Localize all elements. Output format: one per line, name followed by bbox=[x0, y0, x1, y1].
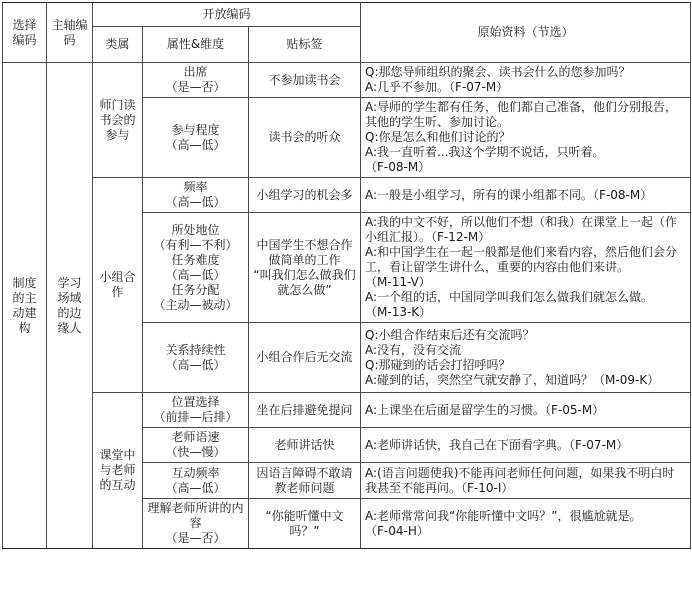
attribute-cell-line: 老师语速 bbox=[171, 430, 220, 444]
attribute-cell-line: （高—低） bbox=[165, 357, 226, 372]
attribute-cell bbox=[143, 98, 249, 178]
raw-data-cell-line: A:导师的学生都有任务，他们都自己准备，他们分别报告，其他的学生听、参加讨论。 bbox=[365, 100, 678, 129]
raw-data-cell-line: （M-11-V） bbox=[365, 275, 431, 289]
attribute-cell-line: 出席 bbox=[183, 65, 208, 79]
header-label: 贴标签 bbox=[249, 27, 361, 63]
label-cell-line: 读书会的听众 bbox=[268, 130, 341, 144]
raw-data-cell-line: A:没有，没有交流 bbox=[365, 342, 462, 357]
label-cell bbox=[249, 323, 361, 393]
coding-table bbox=[2, 2, 691, 549]
raw-data-cell-line: A:碰到的话，突然空气就安静了，知道吗？（M-09-K） bbox=[365, 372, 660, 387]
attribute-cell-line: （是—否） bbox=[165, 80, 226, 94]
raw-data-cell bbox=[361, 63, 691, 98]
attribute-cell-line: （高—低） bbox=[165, 267, 226, 282]
raw-data-cell bbox=[361, 213, 691, 323]
label-cell-line: 中国学生不想合作做简单的工作 bbox=[256, 237, 353, 267]
table-row bbox=[3, 63, 691, 98]
raw-data-cell-line: Q:那您导师组织的聚会、读书会什么的您参加吗？ bbox=[365, 65, 631, 79]
raw-data-cell-line: Q:那碰到的话会打招呼吗？ bbox=[365, 357, 511, 372]
attribute-cell bbox=[143, 63, 249, 98]
raw-data-cell-line: A:我一直听着...我这个学期不说话，只听着。 bbox=[365, 145, 605, 159]
header-open-code: 开放编码 bbox=[93, 3, 361, 27]
label-cell bbox=[249, 63, 361, 98]
raw-data-cell-line: A:一般是小组学习，所有的课小组都不同。（F-08-M） bbox=[365, 187, 653, 202]
attribute-cell bbox=[143, 178, 249, 213]
raw-data-cell-line: A:和中国学生在一起一般都是他们来看内容，然后他们会分工，看让留学生讲什么，重要的内容由他们来讲。 bbox=[365, 245, 678, 274]
label-cell-line: 因语言障碍不敢请教老师问题 bbox=[256, 465, 353, 495]
attribute-cell-line: 理解老师所讲的内容 bbox=[147, 501, 244, 530]
attribute-cell-line: （高—低） bbox=[165, 195, 226, 209]
attribute-cell-line: （前排—后排） bbox=[153, 410, 238, 424]
raw-data-cell bbox=[361, 499, 691, 549]
label-cell-line: 小组学习的机会多 bbox=[256, 187, 353, 202]
raw-data-cell-line: A:我的中文不好，所以他们不想（和我）在课堂上一起（作小组汇报）。（F-12-M） bbox=[365, 215, 678, 244]
table-header bbox=[3, 3, 691, 63]
attribute-cell-line: （高—低） bbox=[165, 480, 226, 495]
attribute-cell-line: 参与程度 bbox=[171, 122, 220, 137]
raw-data-cell-line: Q:你是怎么和他们讨论的？ bbox=[365, 130, 511, 144]
attribute-cell bbox=[143, 463, 249, 499]
header-selection-code: 选择编码 bbox=[3, 3, 47, 63]
raw-data-cell-line: A:几乎不参加。（F-07-M） bbox=[365, 80, 509, 94]
header-raw-data: 原始资料（节选） bbox=[361, 3, 691, 63]
label-cell bbox=[249, 393, 361, 428]
label-cell-line: 不参加读书会 bbox=[268, 72, 341, 87]
attribute-cell-line: 关系持续性 bbox=[165, 342, 226, 357]
attribute-cell-line: （主动—被动） bbox=[153, 297, 238, 312]
attribute-cell-line: 任务难度 bbox=[171, 252, 220, 267]
category-cell: 课堂中与老师的互动 bbox=[93, 393, 143, 549]
raw-data-cell-line: A:上课坐在后面是留学生的习惯。（F-05-M） bbox=[365, 402, 605, 417]
raw-data-cell bbox=[361, 98, 691, 178]
attribute-cell-line: （是—否） bbox=[165, 531, 226, 545]
attribute-cell-line: 任务分配 bbox=[171, 282, 220, 297]
category-cell: 师门读书会的参与 bbox=[93, 63, 143, 178]
attribute-cell-line: 互动频率 bbox=[171, 465, 220, 480]
header-attribute-dimension: 属性&维度 bbox=[143, 27, 249, 63]
raw-data-cell-line: A:老师讲话快，我自己在下面看字典。（F-07-M） bbox=[365, 437, 629, 452]
attribute-cell-line: 位置选择 bbox=[171, 395, 220, 409]
table-row bbox=[3, 178, 691, 213]
attribute-cell-line: （快—慢） bbox=[165, 445, 226, 459]
attribute-cell bbox=[143, 393, 249, 428]
category-cell: 小组合作 bbox=[93, 178, 143, 393]
label-cell-line: “叫我们怎么做我们就怎么做” bbox=[253, 267, 356, 297]
label-cell-line: 老师讲话快 bbox=[274, 437, 335, 452]
label-cell bbox=[249, 463, 361, 499]
attribute-cell bbox=[143, 428, 249, 463]
raw-data-cell bbox=[361, 323, 691, 393]
attribute-cell bbox=[143, 499, 249, 549]
table-row bbox=[3, 393, 691, 428]
attribute-cell bbox=[143, 323, 249, 393]
axis-code-cell: 学习场域的边缘人 bbox=[47, 63, 93, 549]
raw-data-cell bbox=[361, 463, 691, 499]
attribute-cell bbox=[143, 213, 249, 323]
label-cell-line: “你能听懂中文吗？” bbox=[265, 508, 344, 538]
label-cell bbox=[249, 213, 361, 323]
raw-data-cell-line: A:老师常常问我“你能听懂中文吗？”，很尴尬就是。 bbox=[365, 508, 642, 523]
header-category: 类属 bbox=[93, 27, 143, 63]
label-cell-line: 坐在后排避免提问 bbox=[256, 402, 353, 417]
raw-data-cell bbox=[361, 393, 691, 428]
label-cell bbox=[249, 178, 361, 213]
table-body bbox=[3, 63, 691, 549]
raw-data-cell-line: （F-04-H） bbox=[365, 523, 429, 538]
raw-data-cell-line: Q:小组合作结束后还有交流吗？ bbox=[365, 327, 535, 342]
raw-data-cell-line: （F-08-M） bbox=[365, 160, 431, 174]
label-cell bbox=[249, 428, 361, 463]
label-cell bbox=[249, 499, 361, 549]
attribute-cell-line: 频率 bbox=[183, 180, 208, 194]
header-axis-code: 主轴编码 bbox=[47, 3, 93, 63]
raw-data-cell-line: A:一个组的话，中国同学叫我们怎么做我们就怎么做。 bbox=[365, 290, 654, 304]
attribute-cell-line: （有利—不利） bbox=[153, 237, 238, 252]
attribute-cell-line: 所处地位 bbox=[171, 222, 220, 237]
raw-data-cell bbox=[361, 178, 691, 213]
label-cell-line: 小组合作后无交流 bbox=[256, 350, 353, 364]
selection-code-cell: 制度的主动建构 bbox=[3, 63, 47, 549]
label-cell bbox=[249, 98, 361, 178]
raw-data-cell bbox=[361, 428, 691, 463]
raw-data-cell-line: （M-13-K） bbox=[365, 305, 432, 319]
attribute-cell-line: （高—低） bbox=[165, 137, 226, 152]
raw-data-cell-line: A:(语言问题使我)不能再问老师任何问题，如果我不明白时我甚至不能再问。（F-10-I） bbox=[365, 465, 675, 495]
